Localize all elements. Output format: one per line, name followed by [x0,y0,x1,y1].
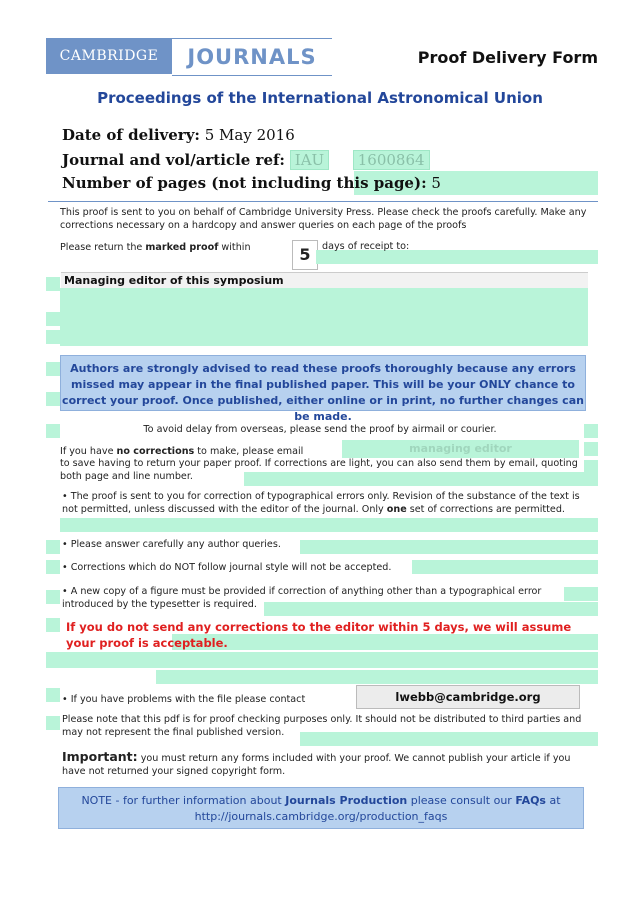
contact-email-link[interactable]: lwebb@cambridge.org [356,685,580,709]
field-marker [46,688,60,702]
pages-line [62,174,441,192]
field-marker [46,277,60,291]
field-marker [46,392,60,406]
delivery-date-line [62,126,295,144]
advice-box: Authors are strongly advised to read these proofs thoroughly because any errors missed may appear in the final published paper. This will be your ONLY chance to correct your proof. Once published, either online or in print, no further changes can be made. [60,355,586,411]
journal-ref-line [62,150,430,170]
note-mid: please consult our [407,794,516,807]
pages-label: Number of pages (not including this page): [62,174,427,192]
intro-text: This proof is sent to you on behalf of Cambridge University Press. Please check the proofs carefully. Make any corrections necessary on a hardcopy and answer queries on each page of the proofs [60,207,587,231]
return-mid: within [218,242,251,253]
delivery-date-value: 5 May 2016 [204,126,295,144]
field-band [156,670,598,684]
warning-text: If you do not send any corrections to the editor within 5 days, we will assume your proof is acceptable. [66,620,572,650]
journal-code-field[interactable]: IAU [290,150,329,170]
field-marker [46,560,60,574]
important-body: you must return any forms included with your proof. We cannot publish your article if you have not returned your signed copyright form. [62,753,571,777]
return-prefix: Please return the [60,242,146,253]
field-marker [46,362,60,376]
important-text [62,751,590,778]
note-journals-production: Journals Production [285,794,408,807]
bullet1-a: • The proof is sent to you for correction of typographical errors only. Revision of the substance of the text is not permitted, unless discussed with the editor of the journal. Only [62,491,580,515]
field-band [46,652,598,668]
field-marker [46,312,60,326]
field-band [412,560,598,574]
faq-url-link[interactable]: http://journals.cambridge.org/production_faqs [194,810,448,823]
header-divider [48,201,598,202]
field-marker [46,540,60,554]
note-faqs: FAQs [515,794,546,807]
note-prefix: NOTE - for further information about [81,794,286,807]
note-suffix: at [545,794,561,807]
bullet-typographical [62,491,590,516]
faq-note-line [59,793,583,809]
form-title: Proof Delivery Form [417,48,598,67]
delivery-date-label: Date of delivery: [62,126,200,144]
field-marker [584,442,598,456]
bullet1-b: set of corrections are permitted. [406,503,565,515]
no-corrections-line [60,446,303,459]
field-band [300,540,598,554]
no-corr-prefix: If you have [60,446,117,457]
field-band [60,518,598,532]
journal-ref-label: Journal and vol/article ref: [62,151,285,169]
article-ref-field[interactable]: 1600864 [353,150,430,170]
managing-editor-address-field[interactable] [60,288,588,346]
pages-value: 5 [431,174,441,192]
problems-text: • If you have problems with the file please contact [62,694,306,705]
bullet-figure-copy: • A new copy of a figure must be provided if correction of anything other than a typographical error introduced by the typesetter is required. [62,586,542,610]
faq-note-box [58,787,584,829]
return-bold: marked proof [145,242,219,253]
proceedings-title: Proceedings of the International Astronomical Union [97,89,543,107]
managing-editor-section-title: Managing editor of this symposium [61,272,588,289]
bullet-journal-style: • Corrections which do NOT follow journal style will not be accepted. [62,562,392,573]
return-suffix: days of receipt to: [322,241,410,252]
airmail-text: To avoid delay from overseas, please send the proof by airmail or courier. [143,424,497,435]
no-corr-mid: to make, please email [194,446,304,457]
field-marker [46,330,60,344]
bullet1-bold: one [386,503,407,515]
cambridge-logo: CAMBRIDGE [46,38,172,74]
field-marker [46,590,60,604]
bullet-author-queries: • Please answer carefully any author queries. [62,539,281,550]
return-line [60,242,251,255]
field-marker [46,716,60,730]
field-marker [46,618,60,632]
journals-logo: JOURNALS [172,38,332,76]
managing-editor-email-link[interactable]: managing editor [342,440,579,458]
no-corr-bold: no corrections [116,446,195,457]
pdf-note-text: Please note that this pdf is for proof checking purposes only. It should not be distributed to third parties and may not represent the final published version. [62,714,582,738]
no-corrections-suffix: to save having to return your paper proof. If corrections are light, you can also send them by email, quoting both page and line number. [60,458,578,482]
days-box: 5 [292,240,318,270]
important-label: Important: [62,749,138,764]
